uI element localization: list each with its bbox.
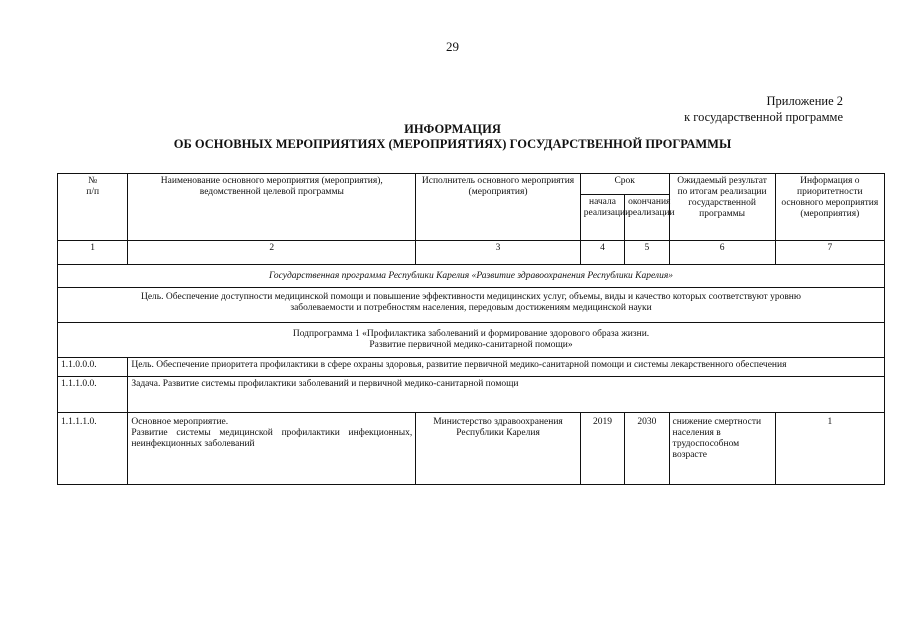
header-expected: Ожидаемый результат по итогам реализации государственной программы (669, 174, 775, 241)
header-term: Срок (580, 174, 669, 195)
goal-row (58, 358, 885, 377)
row-text: Цель. Обеспечение приоритета профилактики в сфере охраны здоровья, развитие первичной медико-санитарной помощи и системы лекарственного обеспечения (128, 358, 885, 377)
measure-start: 2019 (580, 413, 624, 485)
page-number: 29 (446, 39, 459, 54)
measure-name-line-2: Развитие системы медицинской профилактики инфекционных, неинфекционных заболеваний (131, 428, 413, 449)
appendix-line-1: Приложение 2 (766, 94, 843, 108)
row-code: 1.1.0.0.0. (58, 358, 128, 377)
measure-name-line-1: Основное мероприятие. (131, 417, 229, 427)
measure-executor: Министерство здравоохранения Республики Карелия (416, 413, 581, 485)
header-term-end: окончания реализации (625, 195, 669, 241)
subprogram-row (58, 323, 885, 358)
column-number-row (58, 241, 885, 265)
header-term-start: начала реализации (580, 195, 624, 241)
title-line-2: ОБ ОСНОВНЫХ МЕРОПРИЯТИЯХ (МЕРОПРИЯТИЯХ) ГОСУДАРСТВЕННОЙ ПРОГРАММЫ (173, 137, 732, 151)
header-name: Наименование основного мероприятия (мероприятия), ведомственной целевой программы (128, 174, 416, 241)
program-title: Государственная программа Республики Карелия «Развитие здравоохранения Республики Карелия» (58, 265, 885, 288)
header-num-line-2: п/п (86, 187, 100, 197)
appendix-line-2: к государственной программе (684, 110, 843, 124)
measure-end: 2030 (625, 413, 669, 485)
header-row-1 (58, 174, 885, 195)
column-number: 7 (775, 241, 884, 265)
measure-code: 1.1.1.1.0. (58, 413, 128, 485)
column-number: 3 (416, 241, 581, 265)
document-title (0, 122, 905, 152)
measure-expected: снижение смертности населения в трудоспособном возрасте (669, 413, 775, 485)
subprogram-title (58, 323, 885, 358)
row-text: Задача. Развитие системы профилактики заболеваний и первичной медико-санитарной помощи (128, 377, 885, 413)
column-number: 5 (625, 241, 669, 265)
header-num (58, 174, 128, 241)
measures-table (57, 173, 885, 485)
measure-priority: 1 (775, 413, 884, 485)
program-title-row (58, 265, 885, 288)
measure-row (58, 413, 885, 485)
program-goal: Цель. Обеспечение доступности медицинской помощи и повышение эффективности медицинских услуг, объемы, виды и качество которых соответствуют уровню заболеваемости и потребностям населения, передовым достижениям медицинской науки (58, 288, 885, 323)
subprogram-line-1: Подпрограмма 1 «Профилактика заболеваний и формирование здорового образа жизни. (292, 329, 650, 339)
column-number: 1 (58, 241, 128, 265)
column-number: 2 (128, 241, 416, 265)
appendix-note (684, 93, 843, 125)
column-number: 6 (669, 241, 775, 265)
title-line-1: ИНФОРМАЦИЯ (404, 122, 501, 136)
column-number: 4 (580, 241, 624, 265)
subprogram-line-2: Развитие первичной медико-санитарной помощи» (369, 340, 573, 350)
measure-name (128, 413, 416, 485)
program-goal-row (58, 288, 885, 323)
task-row (58, 377, 885, 413)
row-code: 1.1.1.0.0. (58, 377, 128, 413)
header-executor: Исполнитель основного мероприятия (мероприятия) (416, 174, 581, 241)
header-info: Информация о приоритетности основного мероприятия (мероприятия) (775, 174, 884, 241)
header-num-line-1: № (88, 176, 98, 186)
